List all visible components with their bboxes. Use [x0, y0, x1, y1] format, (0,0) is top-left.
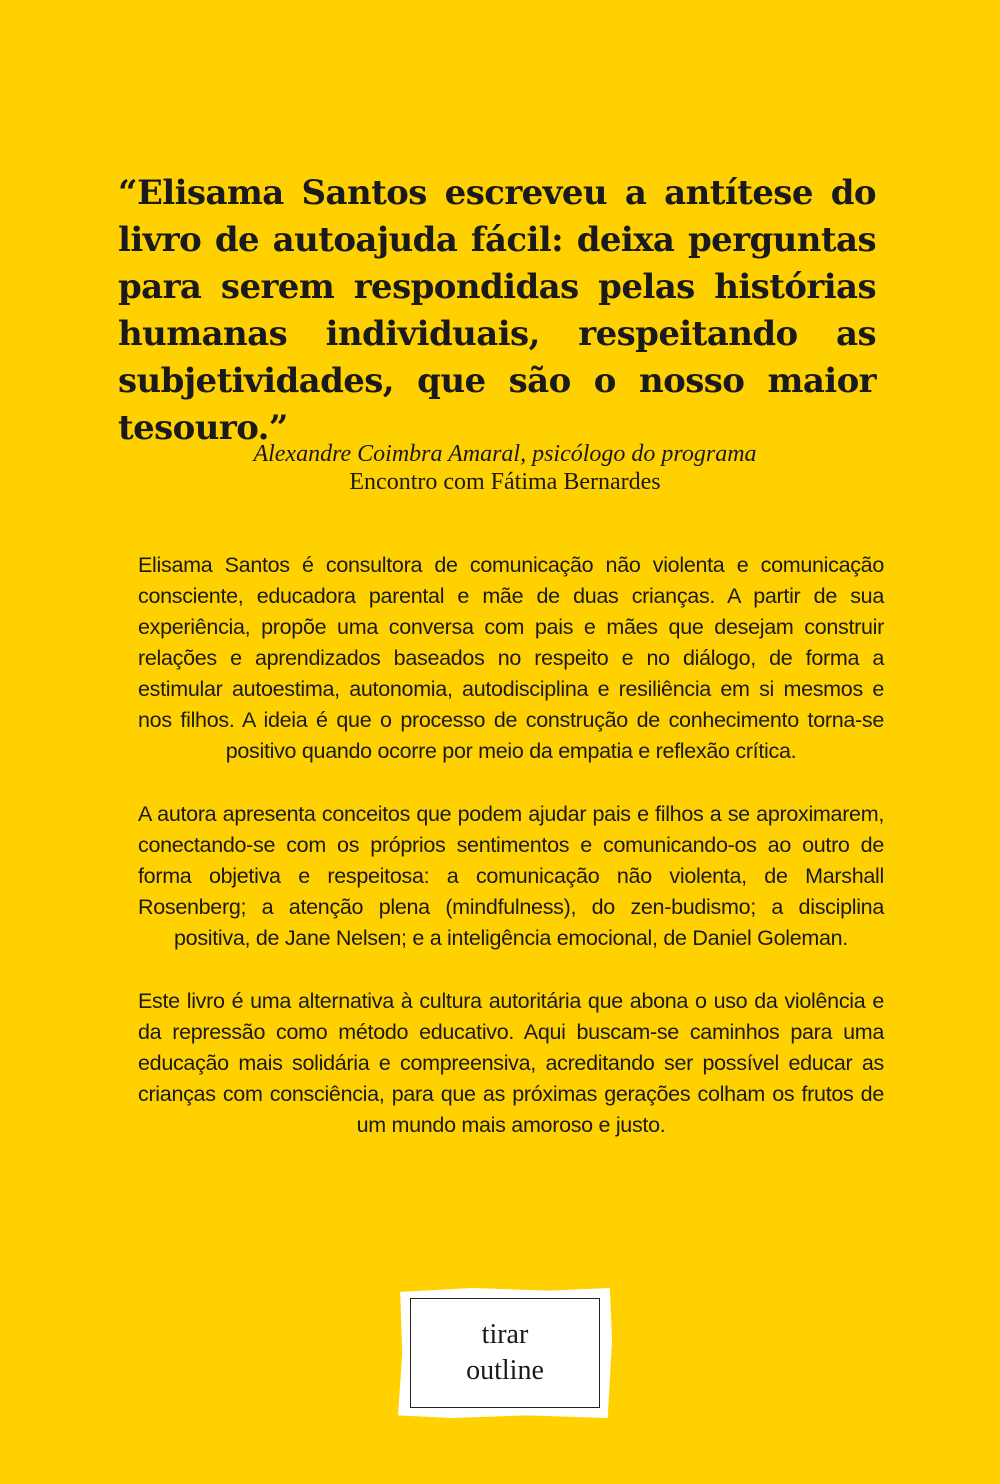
note-line-2: outline — [466, 1355, 544, 1386]
quote-attribution — [120, 440, 890, 496]
outline-note-box — [410, 1298, 600, 1408]
attribution-author: Alexandre Coimbra Amaral, psicólogo do programa — [253, 441, 757, 467]
description-paragraph: A autora apresenta conceitos que podem ajudar pais e filhos a se aproximarem, conectando-se com os próprios sentimentos e comunicando-os ao outro de forma objetiva e respeitosa: a comunicação não violenta, de Marshall Rosenberg; a atenção plena (mindfulness), do zen-budismo; a disciplina positiva, de Jane Nelsen; e a inteligência emocional, de Daniel Goleman. — [138, 802, 884, 950]
description-paragraph: Elisama Santos é consultora de comunicação não violenta e comunicação consciente, educadora parental e mãe de duas crianças. A partir de sua experiência, propõe uma conversa com pais e mães que desejam construir relações e aprendizados baseados no respeito e no diálogo, de forma a estimular autoestima, autonomia, autodisciplina e resiliência em si mesmos e nos filhos. A ideia é que o processo de construção de conhecimento torna-se positivo quando ocorre por meio da empatia e reflexão crítica. — [138, 553, 884, 763]
book-description — [138, 550, 884, 1173]
attribution-program: Encontro com Fátima Bernardes — [349, 469, 661, 495]
description-paragraph: Este livro é uma alternativa à cultura autoritária que abona o uso da violência e da repressão como método educativo. Aqui buscam-se caminhos para uma educação mais solidária e compreensiva, acreditando ser possível educar as crianças com consciência, para que as próximas gerações colham os frutos de um mundo mais amoroso e justo. — [138, 989, 884, 1137]
note-line-1: tirar — [481, 1319, 529, 1350]
pull-quote: “Elisama Santos escreveu a antítese do livro de autoajuda fácil: deixa perguntas para serem respondidas pelas histórias humanas individuais, respeitando as subjetividades, que são o nosso maior tesouro.” — [118, 173, 876, 448]
